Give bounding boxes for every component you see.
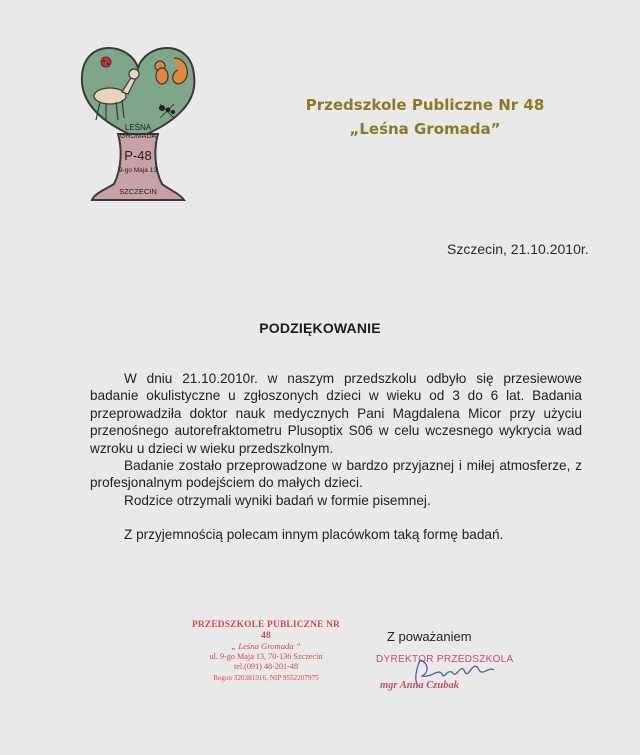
svg-text:P-48: P-48 — [124, 148, 152, 163]
kindergarten-logo — [74, 38, 202, 208]
svg-text:GROMADA: GROMADA — [119, 133, 157, 140]
stamp-line-5: Regon 320381916, NIP 9552207975 — [213, 673, 319, 682]
stamp-line-4: tel.(091) 48-201-48 — [233, 662, 299, 671]
paragraph-2: Badanie zostało przeprowadzone w bardzo przyjaznej i miłej atmosferze, z profesjonalnym podejściem do małych dzieci. — [90, 458, 582, 491]
ladybug-icon — [101, 57, 111, 67]
paragraph-3: Rodzice otrzymali wyniki badań w formie pisemnej. — [124, 492, 431, 508]
letter-date: Szczecin, 21.10.2010r. — [447, 241, 589, 257]
svg-text:9-go Maja 13: 9-go Maja 13 — [119, 167, 157, 174]
institution-name: Przedszkole Publiczne Nr 48 — [305, 96, 545, 114]
director-name: mgr Anna Czubak — [380, 680, 459, 691]
institution-stamp — [186, 620, 346, 683]
institution-header — [300, 93, 550, 141]
svg-text:LEŚNA: LEŚNA — [124, 123, 152, 132]
institution-subtitle: „Leśna Gromada” — [349, 120, 501, 138]
stamp-line-1: PRZEDSZKOLE PUBLICZNE NR 48 — [191, 620, 341, 641]
letter-title: PODZIĘKOWANIE — [259, 320, 381, 336]
director-stamp: DYREKTOR PRZEDSZKOLA — [376, 654, 514, 665]
stamp-line-2: „ Leśna Gromada ” — [231, 641, 301, 651]
stamp-line-3: ul. 9-go Maja 13, 70-136 Szczecin — [209, 651, 323, 661]
svg-text:SZCZECIN: SZCZECIN — [119, 187, 157, 196]
paragraph-1: W dniu 21.10.2010r. w naszym przedszkolu odbyło się przesiewowe badanie okulistyczne u zgłoszonych dzieci w wieku od 3 do 6 lat. Badania przeprowadziła doktor nauk medycznych Pani Magdalena Micor przy użyciu przenośnego autorefraktometru Plusoptix S06 w celu wczesnego wykrycia wad wzroku u dzieci w wieku przedszkolnym. — [90, 371, 582, 456]
paragraph-4: Z przyjemnością polecam innym placówkom taką formę badań. — [124, 527, 504, 543]
letter-body — [90, 370, 582, 544]
closing-regards: Z poważaniem — [387, 629, 472, 644]
